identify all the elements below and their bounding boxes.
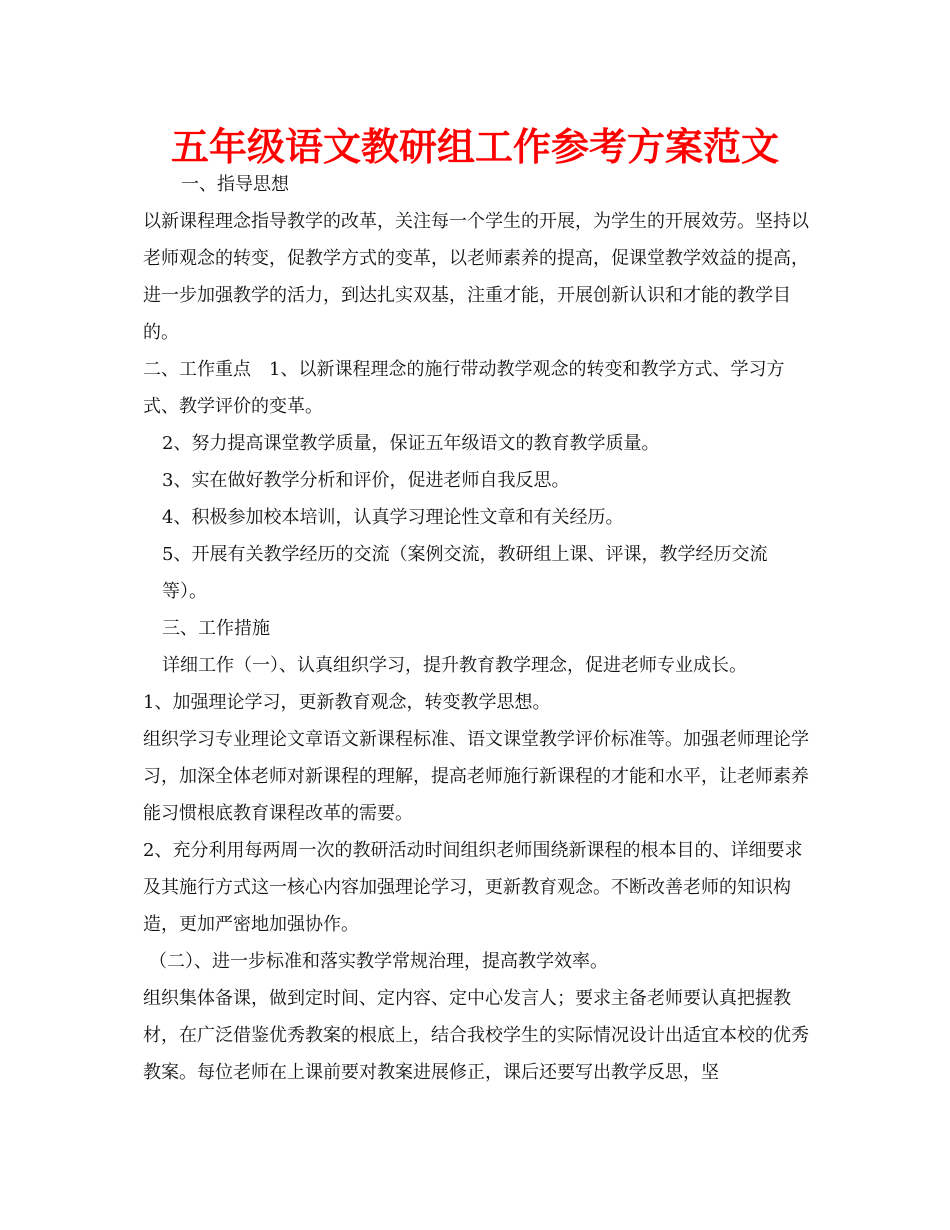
document-body [143,166,811,1091]
paragraph: 组织学习专业理论文章语文新课程标准、语文课堂教学评价标准等。加强老师理论学习，加深全体老师对新课程的理解，提高老师施行新课程的才能和水平，让老师素养能习惯根底教育课程改革的需要。 [143,729,809,824]
paragraph: 以新课程理念指导教学的改革，关注每一个学生的开展，为学生的开展效劳。坚持以老师观念的转变，促教学方式的变革，以老师素养的提高，促课堂教学效益的提高，进一步加强教学的活力，到达扎实双基，注重才能，开展创新认识和才能的教学目的。 [143,211,809,343]
list-item: 4、积极参加校本培训，认真学习理论性文章和有关经历。 [162,507,624,528]
subsection-heading: （二）、进一步标准和落实教学常规治理，提高教学效率。 [149,951,608,972]
document-title: 五年级语文教研组工作参考方案范文 [170,125,779,169]
list-item: 2、充分利用每两周一次的教研活动时间组织老师围绕新课程的根本目的、详细要求及其施行方式这一核心内容加强理论学习，更新教育观念。不断改善老师的知识构造，更加严密地加强协作。 [143,840,803,935]
list-item: 1、加强理论学习，更新教育观念，转变教学思想。 [143,692,551,713]
section-heading-guiding-thought: 一、指导思想 [181,174,289,195]
section-heading-work-focus: 二、工作重点 1、以新课程理念的施行带动教学观念的转变和教学方式、学习方式、教学评价的变革。 [143,359,785,417]
list-item: 3、实在做好教学分析和评价，促进老师自我反思。 [162,470,570,491]
list-item: 5、开展有关教学经历的交流（案例交流，教研组上课、评课，教学经历交流等）。 [162,544,768,602]
list-item: 2、努力提高课堂教学质量，保证五年级语文的教育教学质量。 [162,433,660,454]
section-heading-work-measures: 三、工作措施 [162,618,270,639]
subsection-heading: 详细工作（一）、认真组织学习，提升教育教学理念，促进老师专业成长。 [162,655,747,676]
paragraph: 组织集体备课，做到定时间、定内容、定中心发言人；要求主备老师要认真把握教材，在广泛借鉴优秀教案的根底上，结合我校学生的实际情况设计出适宜本校的优秀教案。每位老师在上课前要对教案进展修正，课后还要写出教学反思，坚 [143,988,809,1083]
